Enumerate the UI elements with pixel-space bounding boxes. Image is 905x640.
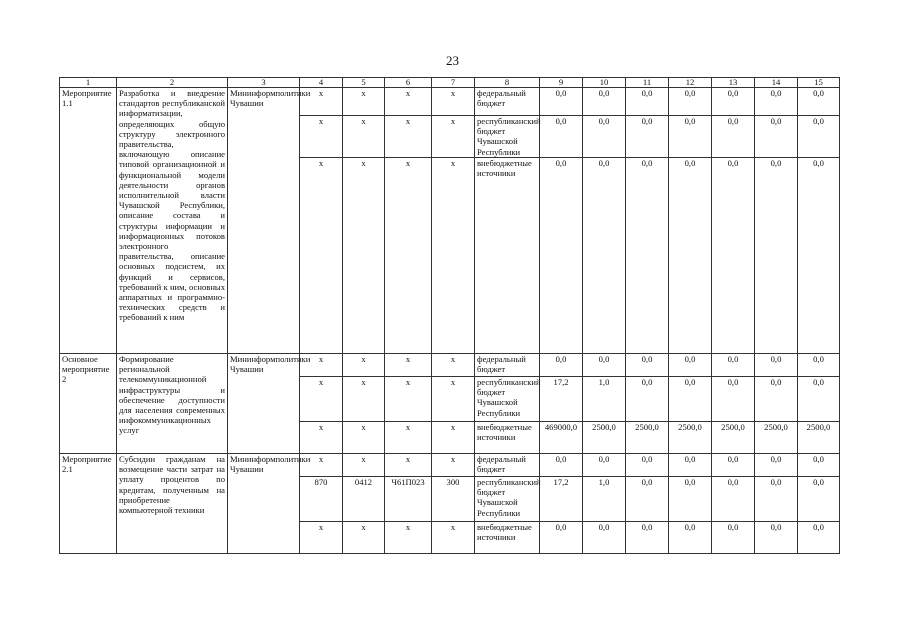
amount-cell: 0,0 <box>626 354 669 377</box>
budget-code-c7: х <box>432 116 475 158</box>
header-row <box>60 78 840 88</box>
amount-cell: 0,0 <box>755 377 798 422</box>
amount-cell: 0,0 <box>755 354 798 377</box>
budget-code-c6: х <box>385 522 432 554</box>
amount-cell: 0,0 <box>669 158 712 354</box>
budget-code-c7: х <box>432 88 475 116</box>
amount-cell: 0,0 <box>712 377 755 422</box>
table-row <box>60 88 840 116</box>
amount-cell: 0,0 <box>583 116 626 158</box>
budget-code-c5: х <box>343 354 385 377</box>
amount-cell: 0,0 <box>798 354 840 377</box>
budget-code-c7: х <box>432 377 475 422</box>
amount-cell: 2500,0 <box>798 422 840 454</box>
amount-cell: 0,0 <box>755 116 798 158</box>
header-cell-5: 5 <box>343 78 385 88</box>
amount-cell: 0,0 <box>540 88 583 116</box>
funding-source: федеральный бюджет <box>475 88 540 116</box>
amount-cell: 0,0 <box>540 116 583 158</box>
table-row <box>60 354 840 377</box>
amount-cell: 0,0 <box>626 454 669 477</box>
amount-cell: 0,0 <box>540 158 583 354</box>
amount-cell: 0,0 <box>712 354 755 377</box>
responsible-executor: Мининформполитики Чувашии <box>228 354 300 454</box>
measure-description: Субсидии гражданам на возмещение части затрат на уплату процентов по кредитам, полученным на приобретение компьютерной техники <box>117 454 228 554</box>
amount-cell: 0,0 <box>626 522 669 554</box>
budget-code-c6: х <box>385 454 432 477</box>
amount-cell: 2500,0 <box>626 422 669 454</box>
header-cell-14: 14 <box>755 78 798 88</box>
funding-source: внебюджетные источники <box>475 522 540 554</box>
header-cell-13: 13 <box>712 78 755 88</box>
amount-cell: 469000,0 <box>540 422 583 454</box>
amount-cell: 0,0 <box>712 477 755 522</box>
amount-cell: 2500,0 <box>669 422 712 454</box>
amount-cell: 0,0 <box>798 454 840 477</box>
amount-cell: 0,0 <box>755 158 798 354</box>
measure-code: Мероприятие 1.1 <box>60 88 117 354</box>
amount-cell: 0,0 <box>583 354 626 377</box>
funding-source: федеральный бюджет <box>475 354 540 377</box>
budget-code-c5: х <box>343 522 385 554</box>
funding-source: внебюджетные источники <box>475 422 540 454</box>
amount-cell: 0,0 <box>755 477 798 522</box>
amount-cell: 2500,0 <box>583 422 626 454</box>
amount-cell: 0,0 <box>669 116 712 158</box>
amount-cell: 0,0 <box>669 477 712 522</box>
funding-source: внебюджетные источники <box>475 158 540 354</box>
budget-code-c5: х <box>343 88 385 116</box>
header-cell-2: 2 <box>117 78 228 88</box>
budget-code-c4: х <box>300 354 343 377</box>
measure-code: Основное мероприятие 2 <box>60 354 117 454</box>
header-cell-12: 12 <box>669 78 712 88</box>
budget-code-c4: х <box>300 377 343 422</box>
page-number: 23 <box>446 53 459 68</box>
budget-code-c4: 870 <box>300 477 343 522</box>
amount-cell: 0,0 <box>712 454 755 477</box>
budget-code-c7: 300 <box>432 477 475 522</box>
measure-description: Разработка и внедрение стандартов республиканской информатизации, определяющих общую структуру электронного правительства, включающую описание типовой организационной и функциональной модели деятельности органов исполнительной власти Чувашской Республики, описание состава и структуры информации и информационных потоков электронного правительства, описание основных подсистем, их функций и сервисов, требований к ним, основных аппаратных и программно-технических средств и требований к ним <box>117 88 228 354</box>
amount-cell: 0,0 <box>712 116 755 158</box>
budget-code-c4: х <box>300 522 343 554</box>
funding-source: республиканский бюджет Чувашской Республики <box>475 116 540 158</box>
budget-code-c7: х <box>432 422 475 454</box>
responsible-executor: Мининформполитики Чувашии <box>228 454 300 554</box>
header-cell-1: 1 <box>60 78 117 88</box>
amount-cell: 0,0 <box>626 377 669 422</box>
amount-cell: 0,0 <box>669 522 712 554</box>
amount-cell: 0,0 <box>798 522 840 554</box>
budget-code-c5: 0412 <box>343 477 385 522</box>
amount-cell: 0,0 <box>669 454 712 477</box>
budget-code-c5: х <box>343 116 385 158</box>
budget-code-c6: х <box>385 116 432 158</box>
budget-code-c6: х <box>385 422 432 454</box>
amount-cell: 0,0 <box>583 522 626 554</box>
header-cell-7: 7 <box>432 78 475 88</box>
amount-cell: 0,0 <box>626 88 669 116</box>
budget-code-c5: х <box>343 377 385 422</box>
amount-cell: 0,0 <box>626 477 669 522</box>
budget-code-c6: х <box>385 354 432 377</box>
budget-code-c4: х <box>300 422 343 454</box>
amount-cell: 0,0 <box>755 88 798 116</box>
amount-cell: 0,0 <box>540 454 583 477</box>
amount-cell: 0,0 <box>798 477 840 522</box>
amount-cell: 1,0 <box>583 477 626 522</box>
budget-code-c5: х <box>343 158 385 354</box>
measure-description: Формирование региональной телекоммуникационной инфраструктуры и обеспечение доступности для населения современных инфокоммуникационных услуг <box>117 354 228 454</box>
amount-cell: 0,0 <box>712 88 755 116</box>
header-cell-3: 3 <box>228 78 300 88</box>
amount-cell: 0,0 <box>755 454 798 477</box>
responsible-executor: Мининформполитики Чувашии <box>228 88 300 354</box>
amount-cell: 0,0 <box>626 116 669 158</box>
table-row <box>60 454 840 477</box>
amount-cell: 0,0 <box>798 88 840 116</box>
budget-code-c6: х <box>385 158 432 354</box>
budget-code-c4: х <box>300 88 343 116</box>
amount-cell: 0,0 <box>540 522 583 554</box>
budget-table <box>59 77 840 554</box>
amount-cell: 0,0 <box>798 158 840 354</box>
header-cell-15: 15 <box>798 78 840 88</box>
measure-code: Мероприятие 2.1 <box>60 454 117 554</box>
header-cell-9: 9 <box>540 78 583 88</box>
amount-cell: 0,0 <box>798 377 840 422</box>
budget-code-c5: х <box>343 454 385 477</box>
budget-code-c7: х <box>432 454 475 477</box>
amount-cell: 0,0 <box>755 522 798 554</box>
budget-code-c6: Ч61П023 <box>385 477 432 522</box>
budget-code-c4: х <box>300 116 343 158</box>
amount-cell: 17,2 <box>540 477 583 522</box>
amount-cell: 0,0 <box>583 158 626 354</box>
header-cell-4: 4 <box>300 78 343 88</box>
amount-cell: 0,0 <box>540 354 583 377</box>
amount-cell: 17,2 <box>540 377 583 422</box>
amount-cell: 1,0 <box>583 377 626 422</box>
amount-cell: 0,0 <box>669 354 712 377</box>
budget-code-c6: х <box>385 88 432 116</box>
amount-cell: 0,0 <box>669 377 712 422</box>
budget-code-c6: х <box>385 377 432 422</box>
amount-cell: 0,0 <box>583 88 626 116</box>
amount-cell: 0,0 <box>712 522 755 554</box>
funding-source: республиканский бюджет Чувашской Республики <box>475 377 540 422</box>
budget-code-c4: х <box>300 158 343 354</box>
amount-cell: 2500,0 <box>755 422 798 454</box>
funding-source: республиканский бюджет Чувашской Республики <box>475 477 540 522</box>
budget-code-c7: х <box>432 354 475 377</box>
amount-cell: 0,0 <box>583 454 626 477</box>
funding-source: федеральный бюджет <box>475 454 540 477</box>
budget-code-c4: х <box>300 454 343 477</box>
header-cell-8: 8 <box>475 78 540 88</box>
amount-cell: 0,0 <box>669 88 712 116</box>
amount-cell: 0,0 <box>712 158 755 354</box>
amount-cell: 0,0 <box>798 116 840 158</box>
amount-cell: 0,0 <box>626 158 669 354</box>
header-cell-10: 10 <box>583 78 626 88</box>
budget-code-c7: х <box>432 522 475 554</box>
budget-code-c7: х <box>432 158 475 354</box>
header-cell-11: 11 <box>626 78 669 88</box>
amount-cell: 2500,0 <box>712 422 755 454</box>
header-cell-6: 6 <box>385 78 432 88</box>
budget-code-c5: х <box>343 422 385 454</box>
